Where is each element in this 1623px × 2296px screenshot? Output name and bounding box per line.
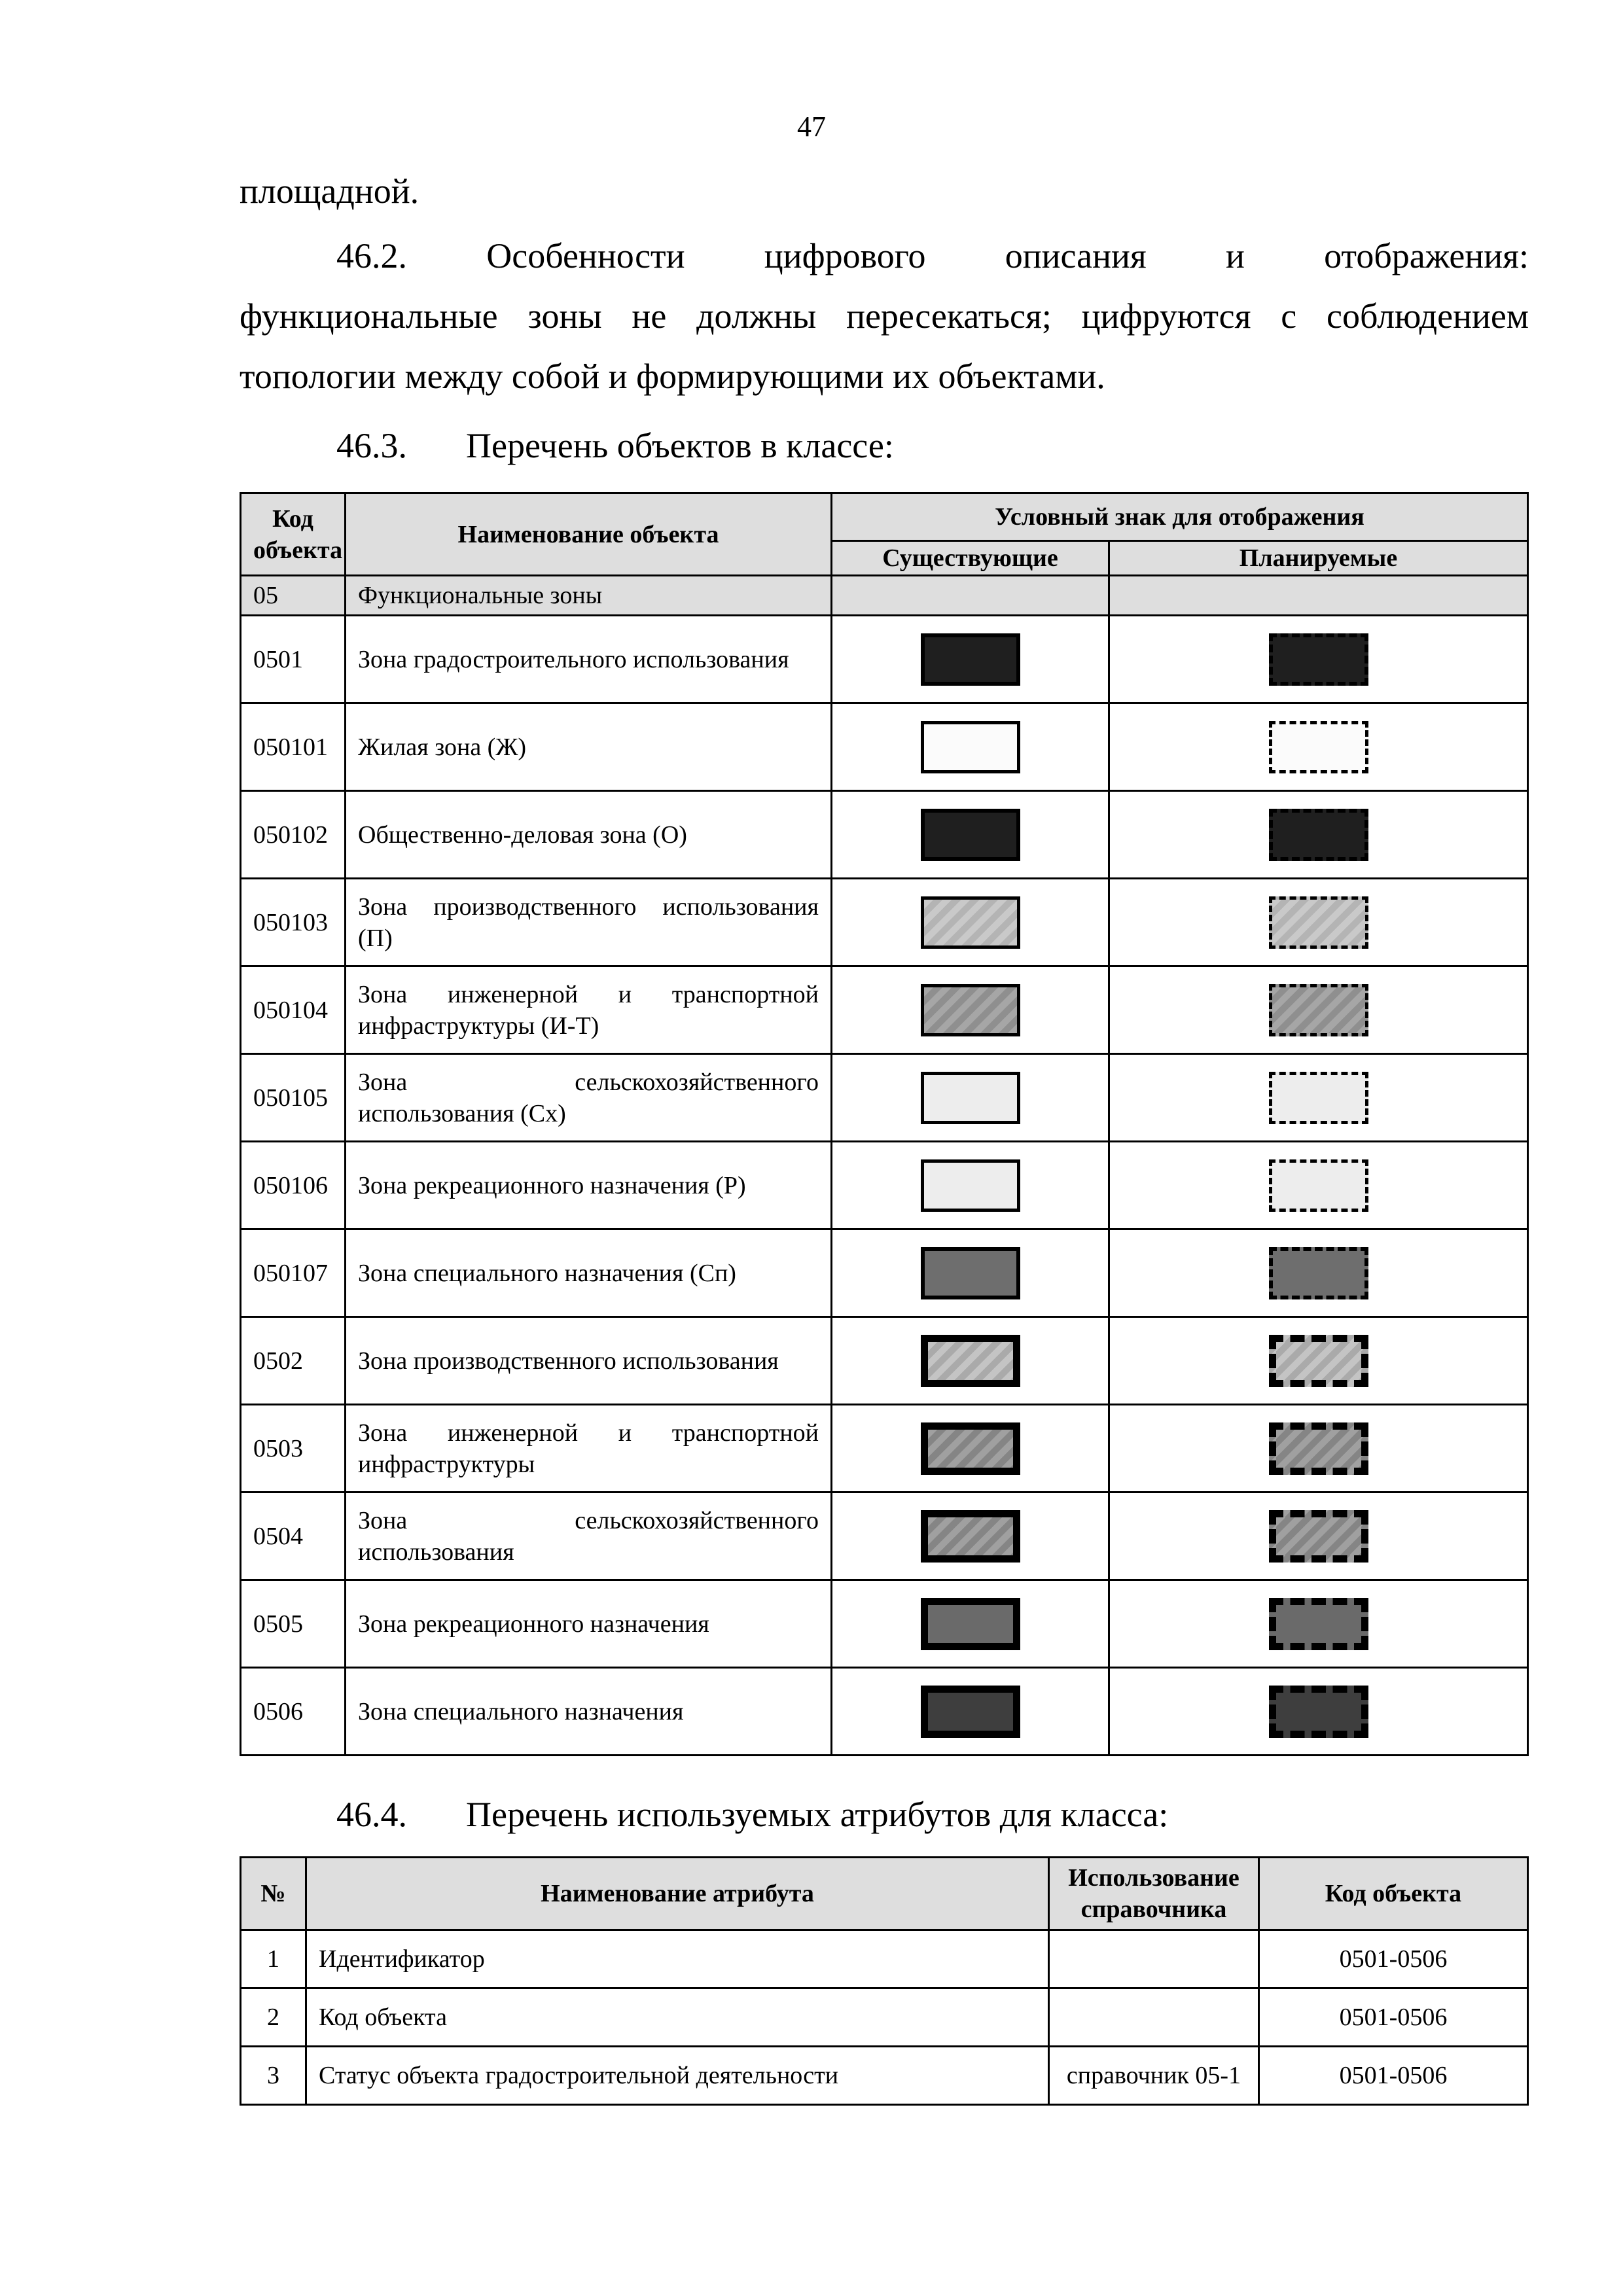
object-code: 050106 (241, 1142, 346, 1229)
planned-symbol (1269, 1422, 1368, 1475)
existing-symbol-cell (832, 1142, 1109, 1229)
section-46-2-text: функциональные зоны не должны пересекаться; цифруются с соблюдением топологии между собой и формирующими их объектами. (240, 296, 1529, 396)
section-46-3-heading (336, 425, 894, 466)
section-46-2 (240, 226, 1529, 406)
attribute-code: 0501-0506 (1259, 1988, 1528, 2047)
attr-header-num: № (241, 1858, 306, 1930)
attribute-row (241, 2047, 1528, 2105)
object-row (241, 1054, 1528, 1142)
attribute-reference: справочник 05-1 (1049, 2047, 1259, 2105)
object-row (241, 1229, 1528, 1317)
attribute-code: 0501-0506 (1259, 2047, 1528, 2105)
section-46-2-lead (240, 226, 1529, 286)
planned-symbol-cell (1109, 1580, 1528, 1668)
object-code: 050103 (241, 879, 346, 966)
attr-header-code: Код объекта (1259, 1858, 1528, 1930)
section-46-4-title: Перечень используемых атрибутов для класса: (466, 1795, 1169, 1834)
object-row (241, 1580, 1528, 1668)
header-planned: Планируемые (1109, 541, 1528, 576)
object-name: Зона инженерной и транспортной инфраструктуры (346, 1405, 832, 1492)
object-code: 050101 (241, 703, 346, 791)
existing-symbol (921, 1072, 1020, 1124)
existing-symbol-cell (832, 1405, 1109, 1492)
existing-symbol-cell (832, 1317, 1109, 1405)
existing-symbol (921, 1422, 1020, 1475)
group-empty-cell (1109, 576, 1528, 616)
existing-symbol-cell (832, 1492, 1109, 1580)
planned-symbol (1269, 1510, 1368, 1563)
header-existing: Существующие (832, 541, 1109, 576)
attribute-row (241, 1988, 1528, 2047)
existing-symbol-cell (832, 1580, 1109, 1668)
object-name: Зона сельскохозяйственного использования (346, 1492, 832, 1580)
section-46-2-word: отображения: (1324, 236, 1529, 275)
section-46-3-title: Перечень объектов в классе: (466, 426, 894, 465)
object-name: Зона инженерной и транспортной инфраструктуры (И-Т) (346, 966, 832, 1054)
object-row (241, 703, 1528, 791)
existing-symbol-cell (832, 1054, 1109, 1142)
objects-table (240, 492, 1529, 1756)
header-code: Код объекта (241, 493, 346, 576)
section-46-2-number: 46.2. (336, 236, 407, 275)
object-code: 0501 (241, 616, 346, 703)
existing-symbol (921, 721, 1020, 773)
planned-symbol-cell (1109, 1054, 1528, 1142)
object-code: 0506 (241, 1668, 346, 1756)
planned-symbol (1269, 809, 1368, 861)
existing-symbol (921, 809, 1020, 861)
continued-text: площадной. (240, 171, 419, 211)
existing-symbol (921, 1686, 1020, 1738)
attribute-row (241, 1930, 1528, 1988)
attribute-code: 0501-0506 (1259, 1930, 1528, 1988)
planned-symbol-cell (1109, 1317, 1528, 1405)
planned-symbol (1269, 1072, 1368, 1124)
planned-symbol-cell (1109, 1668, 1528, 1756)
existing-symbol-cell (832, 966, 1109, 1054)
planned-symbol-cell (1109, 1492, 1528, 1580)
object-code: 050104 (241, 966, 346, 1054)
object-code: 050102 (241, 791, 346, 879)
object-code: 0502 (241, 1317, 346, 1405)
attribute-num: 1 (241, 1930, 306, 1988)
planned-symbol (1269, 1598, 1368, 1650)
existing-symbol (921, 984, 1020, 1036)
existing-symbol (921, 1159, 1020, 1212)
section-46-2-word: описания (1005, 236, 1147, 275)
planned-symbol (1269, 1247, 1368, 1299)
planned-symbol-cell (1109, 1229, 1528, 1317)
existing-symbol-cell (832, 703, 1109, 791)
attribute-name: Код объекта (306, 1988, 1049, 2047)
planned-symbol (1269, 633, 1368, 686)
object-row (241, 616, 1528, 703)
group-name: Функциональные зоны (346, 576, 832, 616)
section-46-4-heading (336, 1794, 1168, 1835)
planned-symbol-cell (1109, 703, 1528, 791)
attr-header-name: Наименование атрибута (306, 1858, 1049, 1930)
attribute-name: Статус объекта градостроительной деятельности (306, 2047, 1049, 2105)
object-name: Зона производственного использования (346, 1317, 832, 1405)
existing-symbol (921, 1598, 1020, 1650)
section-46-4-number: 46.4. (336, 1795, 407, 1834)
section-46-2-word: и (1226, 236, 1245, 275)
object-name: Зона специального назначения (346, 1668, 832, 1756)
planned-symbol (1269, 1335, 1368, 1387)
planned-symbol (1269, 984, 1368, 1036)
attribute-name: Идентификатор (306, 1930, 1049, 1988)
planned-symbol-cell (1109, 1405, 1528, 1492)
attribute-reference (1049, 1930, 1259, 1988)
existing-symbol-cell (832, 1668, 1109, 1756)
existing-symbol-cell (832, 791, 1109, 879)
object-code: 0504 (241, 1492, 346, 1580)
existing-symbol (921, 1335, 1020, 1387)
header-name: Наименование объекта (346, 493, 832, 576)
planned-symbol-cell (1109, 966, 1528, 1054)
attr-header-reference: Использование справочника (1049, 1858, 1259, 1930)
group-row (241, 576, 1528, 616)
object-code: 0505 (241, 1580, 346, 1668)
object-name: Зона специального назначения (Сп) (346, 1229, 832, 1317)
attributes-table (240, 1856, 1529, 2106)
object-name: Жилая зона (Ж) (346, 703, 832, 791)
planned-symbol-cell (1109, 879, 1528, 966)
object-row (241, 1142, 1528, 1229)
object-name: Зона градостроительного использования (346, 616, 832, 703)
object-row (241, 791, 1528, 879)
existing-symbol (921, 633, 1020, 686)
object-name: Общественно-деловая зона (О) (346, 791, 832, 879)
object-row (241, 1317, 1528, 1405)
planned-symbol (1269, 1686, 1368, 1738)
object-row (241, 1492, 1528, 1580)
existing-symbol-cell (832, 879, 1109, 966)
planned-symbol-cell (1109, 616, 1528, 703)
object-row (241, 1668, 1528, 1756)
existing-symbol (921, 1247, 1020, 1299)
planned-symbol (1269, 896, 1368, 949)
object-name: Зона сельскохозяйственного использования (Сх) (346, 1054, 832, 1142)
object-name: Зона производственного использования (П) (346, 879, 832, 966)
section-46-2-word: Особенности (486, 236, 685, 275)
object-row (241, 1405, 1528, 1492)
section-46-3-number: 46.3. (336, 426, 407, 465)
existing-symbol (921, 896, 1020, 949)
existing-symbol-cell (832, 616, 1109, 703)
attribute-num: 2 (241, 1988, 306, 2047)
group-code: 05 (241, 576, 346, 616)
attribute-reference (1049, 1988, 1259, 2047)
planned-symbol (1269, 1159, 1368, 1212)
object-row (241, 966, 1528, 1054)
section-46-2-word: цифрового (764, 236, 926, 275)
page-number: 47 (797, 111, 826, 143)
attribute-num: 3 (241, 2047, 306, 2105)
object-code: 050107 (241, 1229, 346, 1317)
object-code: 050105 (241, 1054, 346, 1142)
object-code: 0503 (241, 1405, 346, 1492)
planned-symbol-cell (1109, 1142, 1528, 1229)
object-name: Зона рекреационного назначения (Р) (346, 1142, 832, 1229)
header-symbol: Условный знак для отображения (832, 493, 1528, 541)
object-row (241, 879, 1528, 966)
existing-symbol-cell (832, 1229, 1109, 1317)
group-empty-cell (832, 576, 1109, 616)
object-name: Зона рекреационного назначения (346, 1580, 832, 1668)
planned-symbol-cell (1109, 791, 1528, 879)
planned-symbol (1269, 721, 1368, 773)
existing-symbol (921, 1510, 1020, 1563)
